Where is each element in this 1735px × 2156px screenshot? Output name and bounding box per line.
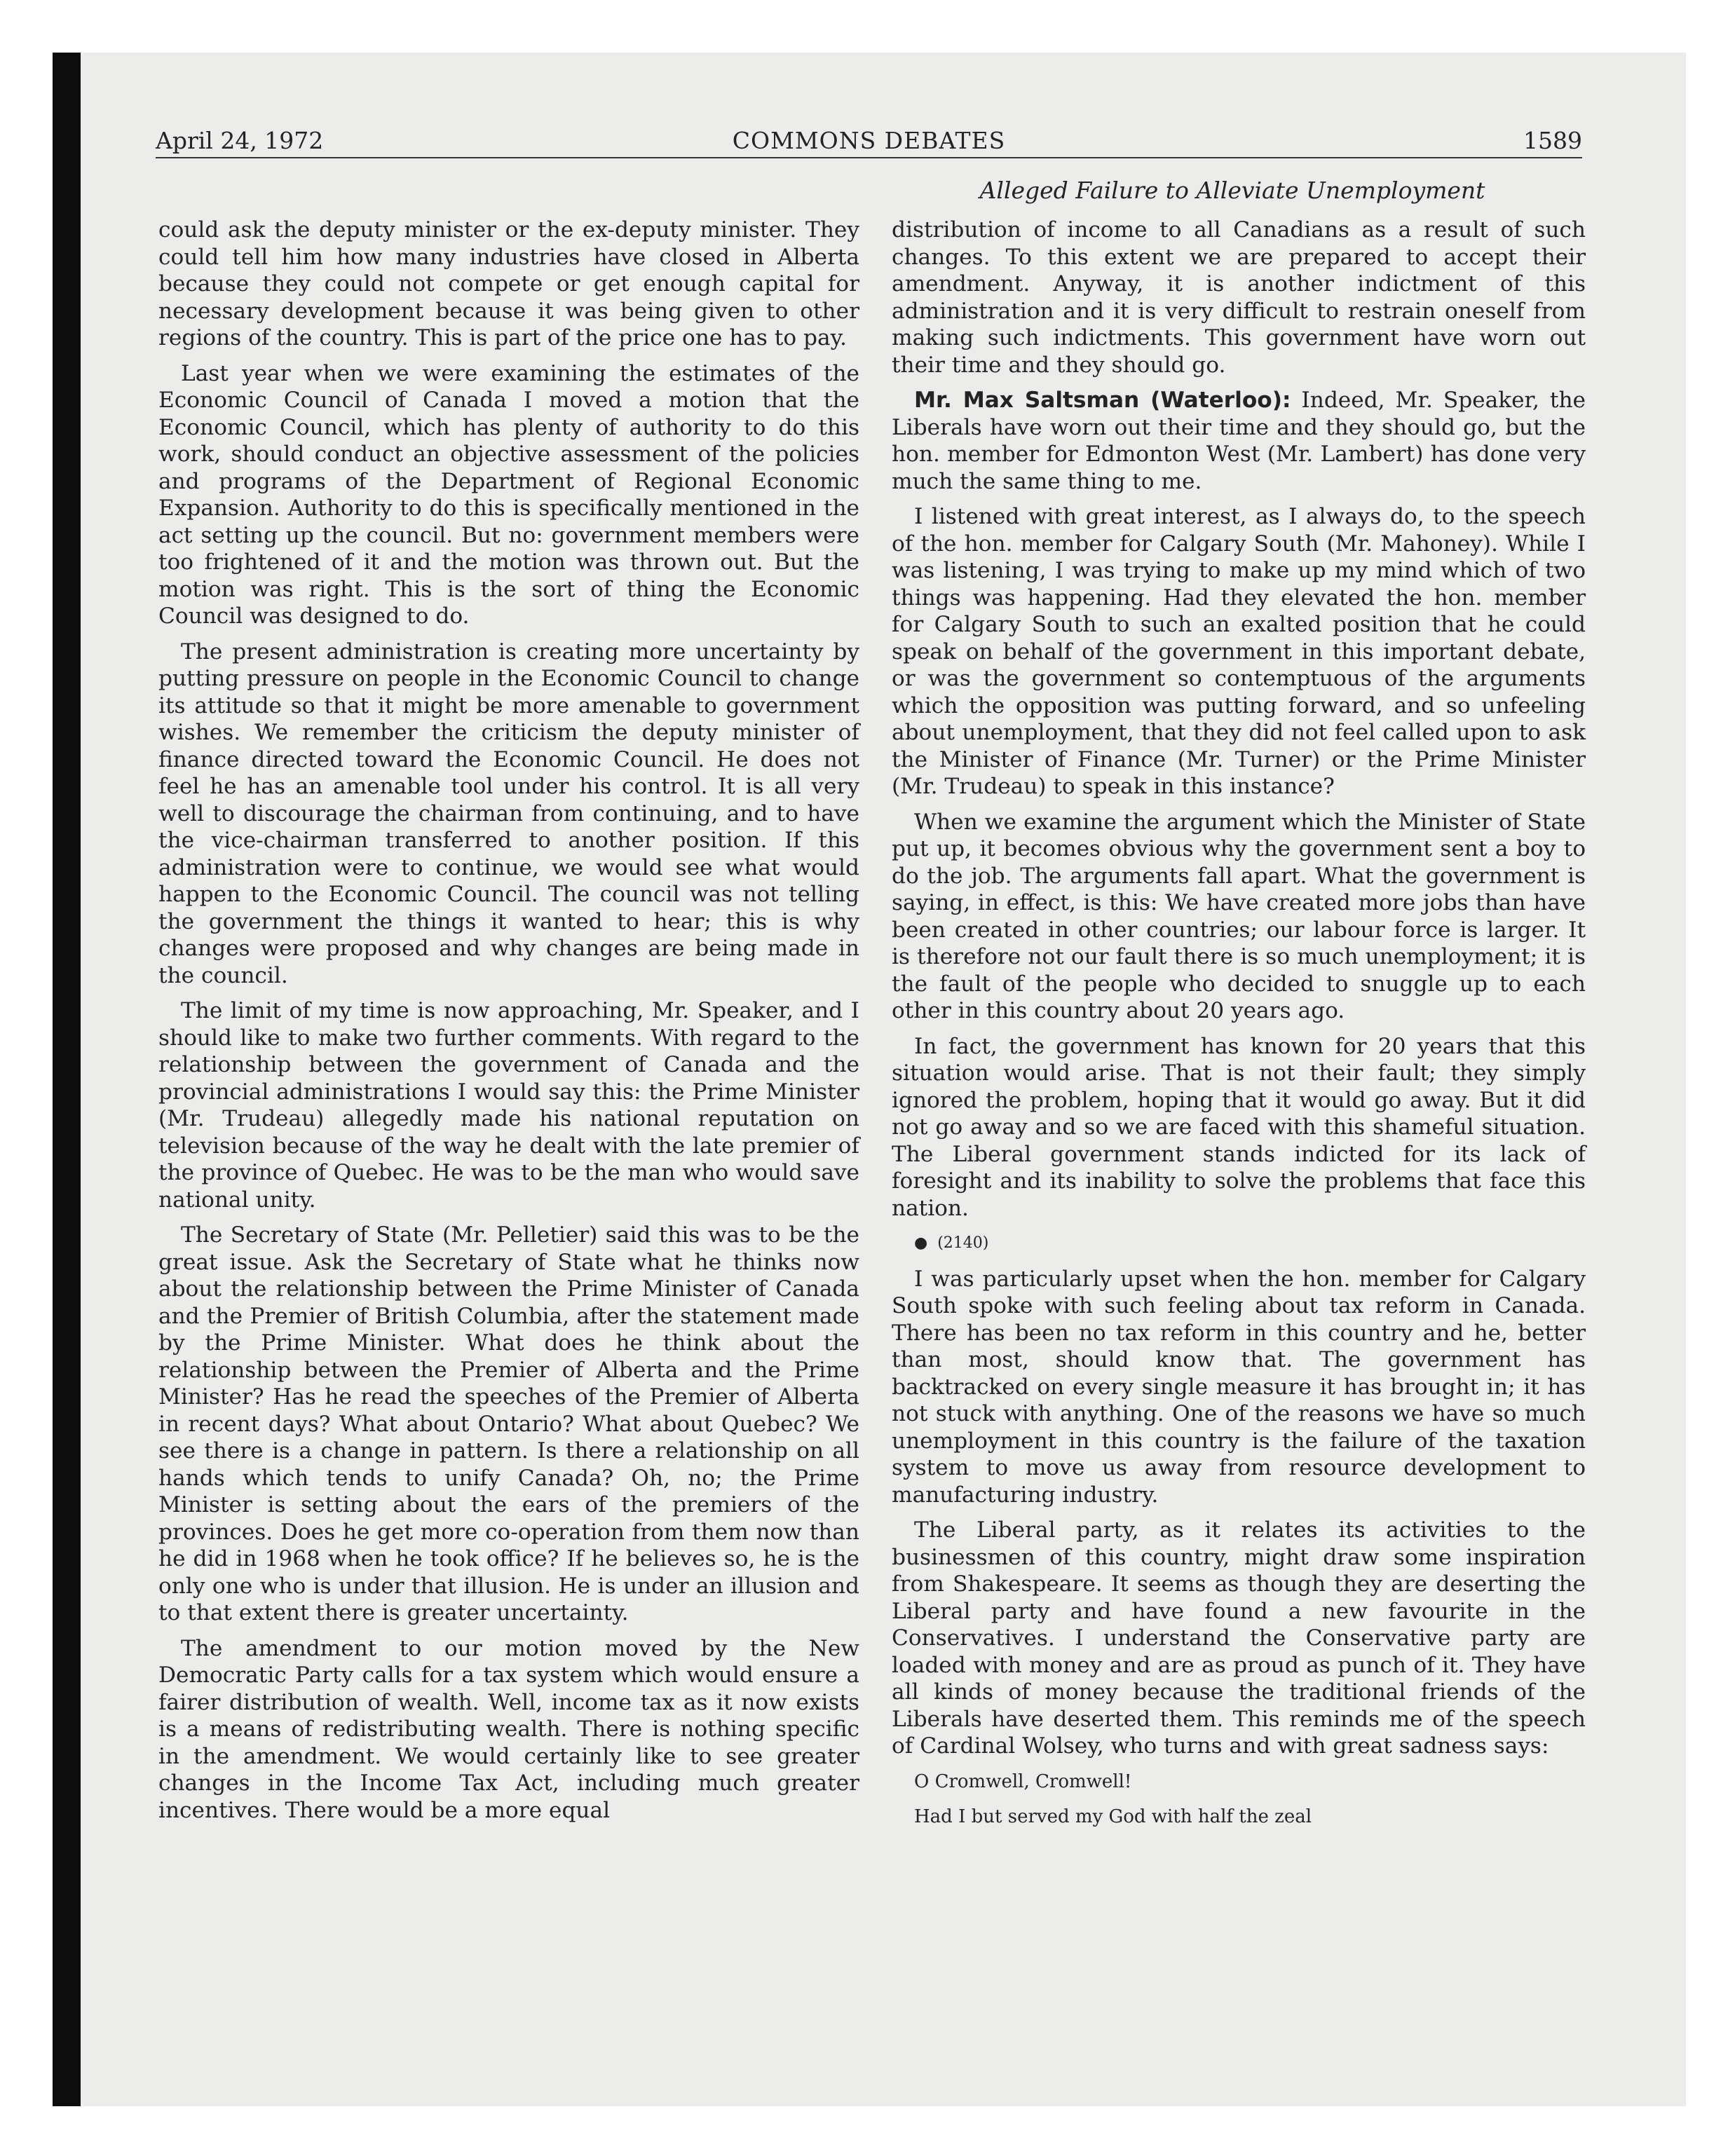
paragraph: The limit of my time is now approaching, Mr. Speaker, and I should like to make two further comments. With regard to the relationship between the government of Canada and the provincial administrations I would say this: the Prime Minister (Mr. Trudeau) allegedly made his national reputation on television because of the way he dealt with the late premier of the province of Quebec. He was to be the man who would save national unity.: [158, 998, 859, 1213]
right-column: [892, 217, 1586, 1838]
quote-line: Had I but served my God with half the zeal: [914, 1806, 1312, 1827]
paragraph: The present administration is creating more uncertainty by putting pressure on people in the Economic Council to change its attitude so that it might be more amenable to government wishes. We remember the criticism the deputy minister of finance directed toward the Economic Council. He does not feel he has an amenable tool under his control. It is all very well to discourage the chairman from continuing, and to have the vice-chairman transferred to another position. If this administration were to continue, we would see what would happen to the Economic Council. The council was not telling the government the things it wanted to hear; this is why changes were proposed and why changes are being made in the council.: [158, 639, 859, 988]
paragraph: I listened with great interest, as I always do, to the speech of the hon. member for Calgary South (Mr. Mahoney). While I was listening, I was trying to make up my mind which of two things was happening. Had they elevated the hon. member for Calgary South to such an exalted position that he could speak on behalf of the government in this important debate, or was the government so contemptuous of the arguments which the opposition was putting forward, and so unfeeling about unemployment, that they did not feel called upon to ask the Minister of Finance (Mr. Turner) or the Prime Minister (Mr. Trudeau) to speak in this instance?: [892, 504, 1586, 799]
section-subheading: Alleged Failure to Alleviate Unemployment: [979, 177, 1485, 204]
time-marker-text: (2140): [937, 1234, 989, 1252]
page-number: 1589: [1523, 127, 1582, 154]
paragraph: could ask the deputy minister or the ex-deputy minister. They could tell him how many industries have closed in Alberta because they could not compete or get enough capital for necessary development because it was being given to other regions of the country. This is part of the price one has to pay.: [158, 217, 859, 350]
header-title: COMMONS DEBATES: [732, 127, 1006, 154]
bullet-icon: ●: [914, 1234, 928, 1252]
paragraph: In fact, the government has known for 20 years that this situation would arise. That is not their fault; they simply ignored the problem, hoping that it would go away. But it did not go away and so we are faced with this shameful situation. The Liberal government stands indicted for its lack of foresight and its inability to solve the problems that face this nation.: [892, 1033, 1586, 1221]
scan-edge-shadow: [53, 53, 81, 2106]
speaker-name: Mr. Max Saltsman (Waterloo):: [914, 388, 1291, 413]
speaker-text: Indeed, Mr. Speaker, the Liberals have worn out their time and they should go, but the hon. member for Edmonton West (Mr. Lambert) has done very much the same thing to me.: [892, 388, 1586, 494]
paragraph: The Secretary of State (Mr. Pelletier) said this was to be the great issue. Ask the Secretary of State what he thinks now about the relationship between the Prime Minister of Canada and the Premier of British Columbia, after the statement made by the Prime Minister. What does he think about the relationship between the Premier of Alberta and the Prime Minister? Has he read the speeches of the Premier of Alberta in recent days? What about Ontario? What about Quebec? We see there is a change in pattern. Is there a relationship on all hands which tends to unify Canada? Oh, no; the Prime Minister is setting about the ears of the premiers of the provinces. Does he get more co-operation from them now than he did in 1968 when he took office? If he believes so, he is the only one who is under that illusion. He is under an illusion and to that extent there is greater uncertainty.: [158, 1222, 859, 1625]
paragraph: distribution of income to all Canadians as a result of such changes. To this extent we are prepared to accept their amendment. Anyway, it is another indictment of this administration and it is very difficult to restrain oneself from making such indictments. This government have worn out their time and they should go.: [892, 217, 1586, 378]
page-header: [156, 125, 1582, 158]
paragraph: The amendment to our motion moved by the New Democratic Party calls for a tax system which would ensure a fairer distribution of wealth. Well, income tax as it now exists is a means of redistributing wealth. There is nothing specific in the amendment. We would certainly like to see greater changes in the Income Tax Act, including much greater incentives. There would be a more equal: [158, 1635, 859, 1823]
paragraph: When we examine the argument which the Minister of State put up, it becomes obvious why the government sent a boy to do the job. The arguments fall apart. What the government is saying, in effect, is this: We have created more jobs than have been created in other countries; our labour force is larger. It is therefore not our fault there is so much unemployment; it is the fault of the people who decided to snuggle up to each other in this country about 20 years ago.: [892, 809, 1586, 1023]
speaker-paragraph: [892, 387, 1586, 495]
paragraph: Last year when we were examining the estimates of the Economic Council of Canada I moved a motion that the Economic Council, which has plenty of authority to do this work, should conduct an objective assessment of the policies and programs of the Department of Regional Economic Expansion. Authority to do this is specifically mentioned in the act setting up the council. But no: government members were too frightened of it and the motion was thrown out. But the motion was right. This is the sort of thing the Economic Council was designed to do.: [158, 360, 859, 629]
quote-line: O Cromwell, Cromwell!: [914, 1770, 1132, 1792]
paragraph: The Liberal party, as it relates its activities to the businessmen of this country, might draw some inspiration from Shakespeare. It seems as though they are deserting the Liberal party and have found a new favourite in the Conservatives. I understand the Conservative party are loaded with money and are as proud as punch of it. They have all kinds of money because the traditional friends of the Liberals have deserted them. This reminds me of the speech of Cardinal Wolsey, who turns and with great sadness says:: [892, 1517, 1586, 1759]
time-marker: [892, 1230, 1586, 1257]
paragraph: I was particularly upset when the hon. member for Calgary South spoke with such feeling about tax reform in Canada. There has been no tax reform in this country and he, better than most, should know that. The government has backtracked on every single measure it has brought in; it has not stuck with anything. One of the reasons we have so much unemployment in this country is the failure of the taxation system to move us away from resource development to manufacturing industry.: [892, 1266, 1586, 1508]
left-column: [158, 217, 859, 1832]
header-date: April 24, 1972: [156, 127, 324, 154]
